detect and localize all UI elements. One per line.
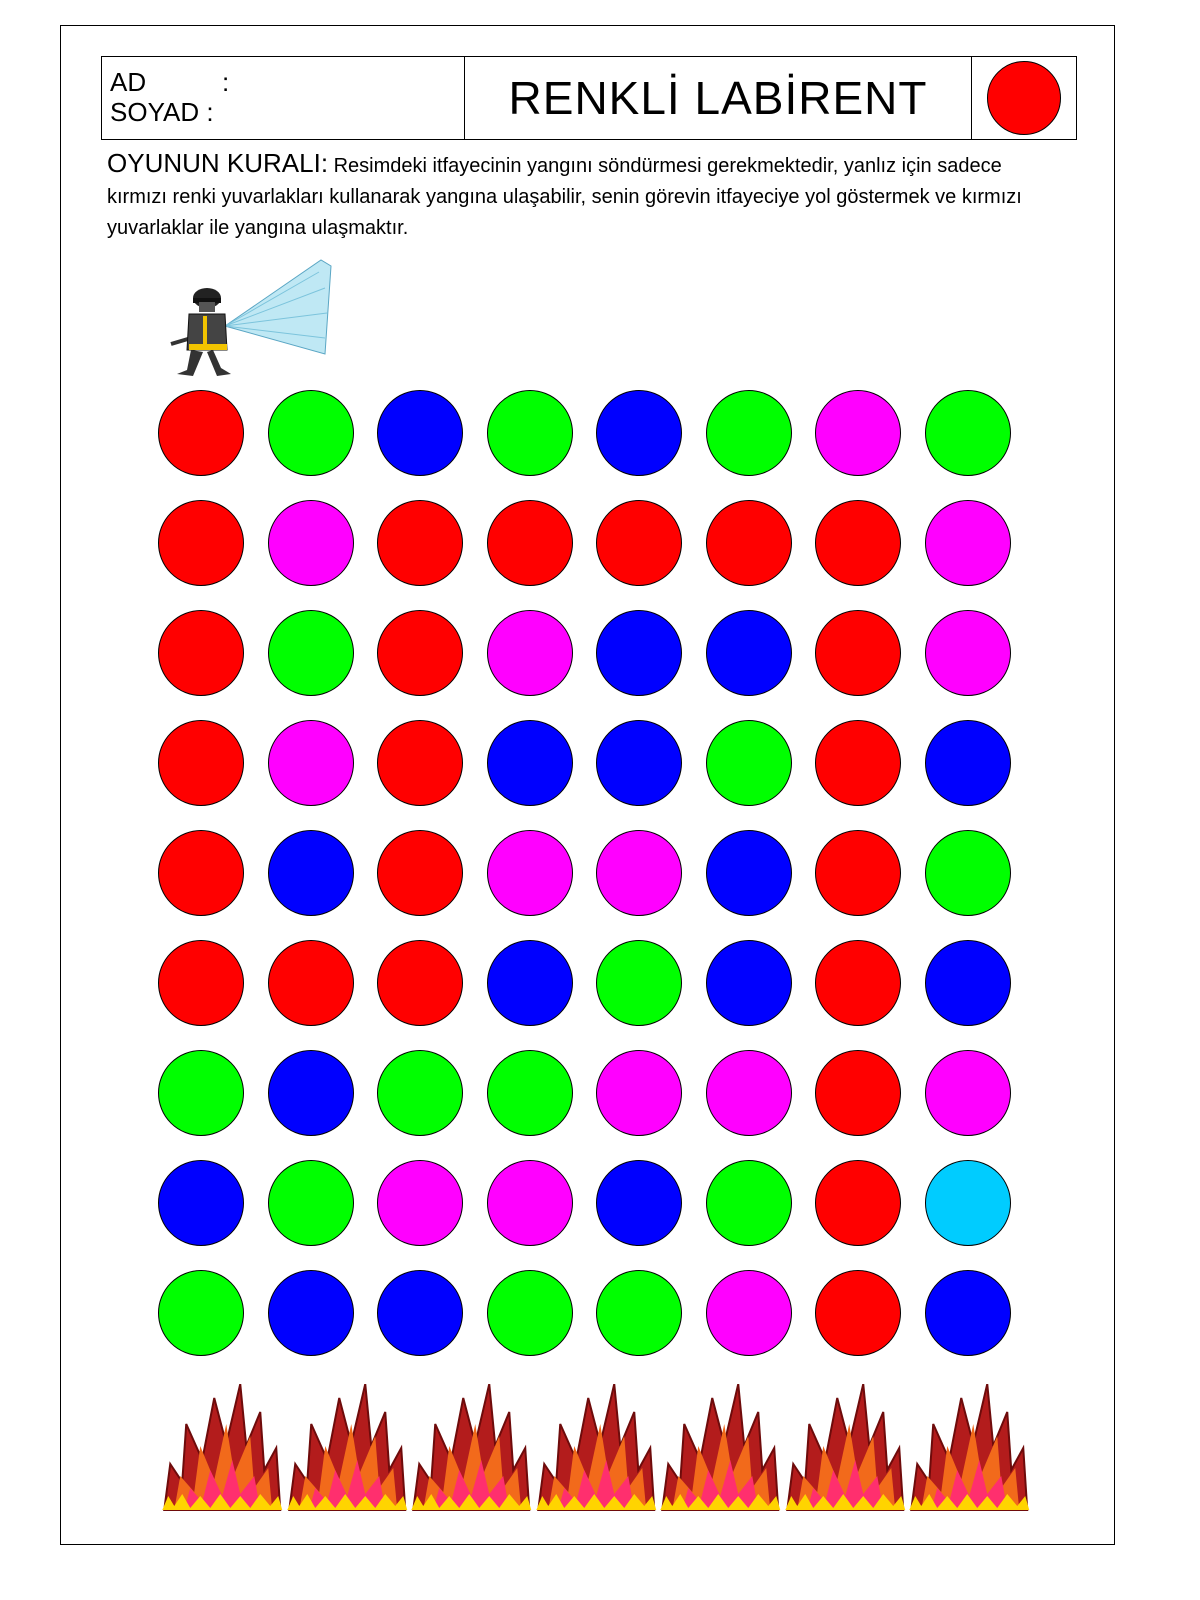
maze-circle-r3-c4[interactable] <box>487 610 573 696</box>
maze-circle-r2-c1[interactable] <box>158 500 244 586</box>
maze-circle-r3-c2[interactable] <box>268 610 354 696</box>
maze-circle-r9-c1[interactable] <box>158 1270 244 1356</box>
fire-flames-icon <box>658 1384 783 1514</box>
maze-circle-r6-c4[interactable] <box>487 940 573 1026</box>
maze-circle-r7-c1[interactable] <box>158 1050 244 1136</box>
maze-circle-r9-c3[interactable] <box>377 1270 463 1356</box>
maze-circle-r1-c6[interactable] <box>706 390 792 476</box>
maze-circle-r5-c2[interactable] <box>268 830 354 916</box>
maze-circle-r4-c3[interactable] <box>377 720 463 806</box>
maze-circle-r6-c1[interactable] <box>158 940 244 1026</box>
fire-flames-icon <box>907 1384 1032 1514</box>
header-box <box>101 56 1077 140</box>
maze-circle-r7-c3[interactable] <box>377 1050 463 1136</box>
maze-circle-r7-c8[interactable] <box>925 1050 1011 1136</box>
maze-circle-r6-c6[interactable] <box>706 940 792 1026</box>
maze-circle-r4-c6[interactable] <box>706 720 792 806</box>
maze-circle-r7-c6[interactable] <box>706 1050 792 1136</box>
rules-text: Resimdeki itfayecinin yangını söndürmesi gerekmektedir, yanlız için sadece kırmızı renki yuvarlakları kullanarak yangına ulaşabilir, senin görevin itfayeciye yol göstermek ve kırmızı yuvarlaklar ile yangına ulaşmaktır. <box>107 155 1022 239</box>
maze-circle-r1-c1[interactable] <box>158 390 244 476</box>
maze-circle-r2-c5[interactable] <box>596 500 682 586</box>
fire-flames-icon <box>534 1384 659 1514</box>
target-red-dot <box>987 61 1061 135</box>
maze-circle-r6-c5[interactable] <box>596 940 682 1026</box>
maze-circle-r7-c7[interactable] <box>815 1050 901 1136</box>
maze-circle-r8-c8[interactable] <box>925 1160 1011 1246</box>
maze-circle-r4-c7[interactable] <box>815 720 901 806</box>
maze-circle-r3-c5[interactable] <box>596 610 682 696</box>
maze-circle-r3-c1[interactable] <box>158 610 244 696</box>
maze-circle-r4-c1[interactable] <box>158 720 244 806</box>
maze-circle-r1-c7[interactable] <box>815 390 901 476</box>
fire-flames-icon <box>160 1384 285 1514</box>
page-title: RENKLİ LABİRENT <box>465 57 972 139</box>
fire-flames-icon <box>783 1384 908 1514</box>
maze-circle-r2-c4[interactable] <box>487 500 573 586</box>
maze-circle-r9-c4[interactable] <box>487 1270 573 1356</box>
maze-circle-r2-c3[interactable] <box>377 500 463 586</box>
maze-circle-r2-c6[interactable] <box>706 500 792 586</box>
maze-circle-r5-c4[interactable] <box>487 830 573 916</box>
maze-circle-r5-c8[interactable] <box>925 830 1011 916</box>
maze-circle-r6-c8[interactable] <box>925 940 1011 1026</box>
rules-paragraph <box>107 148 1067 244</box>
maze-circle-r1-c8[interactable] <box>925 390 1011 476</box>
target-color-box <box>972 57 1076 139</box>
maze-circle-r4-c4[interactable] <box>487 720 573 806</box>
maze-circle-r4-c8[interactable] <box>925 720 1011 806</box>
rules-heading: OYUNUN KURALI: <box>107 148 329 178</box>
maze-circle-r3-c3[interactable] <box>377 610 463 696</box>
soyad-label: SOYAD : <box>110 97 214 127</box>
maze-circle-r5-c1[interactable] <box>158 830 244 916</box>
maze-circle-r6-c3[interactable] <box>377 940 463 1026</box>
maze-circle-r9-c7[interactable] <box>815 1270 901 1356</box>
maze-circle-r8-c1[interactable] <box>158 1160 244 1246</box>
maze-circle-r9-c5[interactable] <box>596 1270 682 1356</box>
maze-circle-r7-c2[interactable] <box>268 1050 354 1136</box>
color-maze-grid <box>158 390 1018 1360</box>
maze-circle-r5-c3[interactable] <box>377 830 463 916</box>
maze-circle-r2-c7[interactable] <box>815 500 901 586</box>
maze-circle-r3-c7[interactable] <box>815 610 901 696</box>
fire-flames-icon <box>285 1384 410 1514</box>
maze-circle-r8-c4[interactable] <box>487 1160 573 1246</box>
maze-circle-r8-c6[interactable] <box>706 1160 792 1246</box>
maze-circle-r8-c2[interactable] <box>268 1160 354 1246</box>
maze-circle-r5-c6[interactable] <box>706 830 792 916</box>
maze-circle-r7-c4[interactable] <box>487 1050 573 1136</box>
fire-flames-icon <box>409 1384 534 1514</box>
maze-circle-r3-c8[interactable] <box>925 610 1011 696</box>
maze-circle-r1-c4[interactable] <box>487 390 573 476</box>
maze-circle-r7-c5[interactable] <box>596 1050 682 1136</box>
maze-circle-r5-c5[interactable] <box>596 830 682 916</box>
maze-circle-r3-c6[interactable] <box>706 610 792 696</box>
maze-circle-r9-c8[interactable] <box>925 1270 1011 1356</box>
maze-circle-r2-c2[interactable] <box>268 500 354 586</box>
maze-circle-r6-c7[interactable] <box>815 940 901 1026</box>
ad-label: AD <box>110 67 147 97</box>
ad-colon: : <box>222 67 230 97</box>
maze-circle-r5-c7[interactable] <box>815 830 901 916</box>
fire-row <box>160 1384 1032 1514</box>
maze-circle-r6-c2[interactable] <box>268 940 354 1026</box>
maze-circle-r9-c2[interactable] <box>268 1270 354 1356</box>
maze-circle-r1-c3[interactable] <box>377 390 463 476</box>
maze-circle-r1-c5[interactable] <box>596 390 682 476</box>
name-fields <box>102 57 465 139</box>
maze-circle-r9-c6[interactable] <box>706 1270 792 1356</box>
maze-circle-r2-c8[interactable] <box>925 500 1011 586</box>
maze-circle-r4-c2[interactable] <box>268 720 354 806</box>
firefighter-with-hose-icon <box>163 258 333 380</box>
maze-circle-r8-c3[interactable] <box>377 1160 463 1246</box>
maze-circle-r8-c7[interactable] <box>815 1160 901 1246</box>
maze-circle-r8-c5[interactable] <box>596 1160 682 1246</box>
maze-circle-r4-c5[interactable] <box>596 720 682 806</box>
maze-circle-r1-c2[interactable] <box>268 390 354 476</box>
